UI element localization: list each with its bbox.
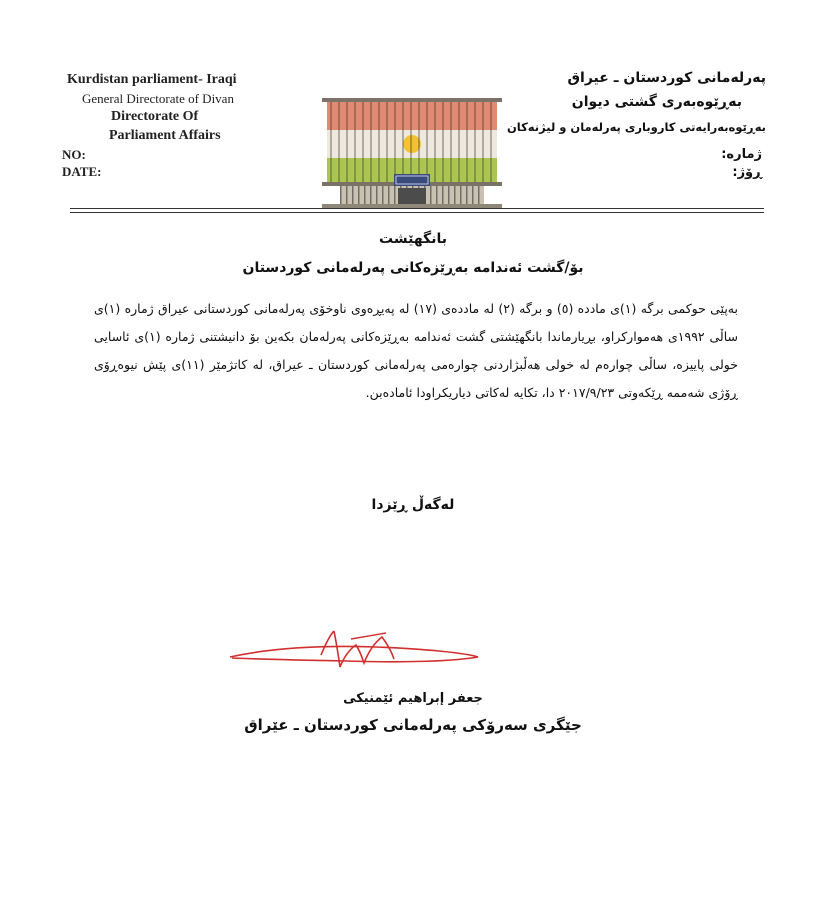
- header-ku-directorate: بەڕێوەبەرایەتی کاروباری پەرلەمان و لیژنەکان: [506, 120, 766, 134]
- header-en-directorate: Directorate Of: [111, 109, 199, 124]
- letter-closing: لەگەڵ ڕێزدا: [371, 497, 455, 513]
- header-en-organization: Kurdistan parliament- Iraqi: [67, 72, 237, 87]
- header-en-number-label: NO:: [62, 147, 86, 162]
- letter-recipient: بۆ/گشت ئەندامە بەڕێزەکانی پەرلەمانی کوردستان: [242, 260, 584, 276]
- header-en-affairs: Parliament Affairs: [109, 128, 221, 143]
- letter-body: بەپێی حوکمی برگە (١)ی ماددە (٥) و برگە (٢) لە ماددەی (١٧) لە پەیڕەوی ناوخۆی پەرلەمانی کوردستانی عیراق ژمارە (١)ی ساڵی ١٩٩٢ی هەموارکراو، بڕیارماندا بانگهێشتی گشت ئەندامە بەڕێزەکانی پەرلەمان بکەین بۆ دانیشتنی ژمارە (١)ی ئاسایی خولی پاییزە، ساڵی چوارەم لە خولی هەڵبژاردنی چوارەمی پەرلەمانی کوردستان ـ عیراق، لە کاتژمێر (١١)ی پێش نیوەڕۆی ڕۆژی شەممە ڕێکەوتی ٢٠١٧/٩/٢٣ دا، تکایە لەکاتی دیاریکراودا ئامادەبن.: [94, 301, 739, 400]
- header-en-directorate-general: General Directorate of Divan: [82, 91, 234, 106]
- header-en-date-label: DATE:: [62, 164, 102, 179]
- header-ku-organization: پەرلەمانی کوردستان ـ عیراق: [567, 70, 766, 86]
- parliament-building-logo: [322, 98, 502, 208]
- letter-title: بانگهێشت: [379, 231, 447, 247]
- header-ku-number-label: ژمارە:: [721, 147, 762, 162]
- signatory-name: جعفر إبراهیم ئێمنیکی: [343, 691, 483, 706]
- handwritten-signature: [226, 627, 482, 675]
- header-divider-bottom: [70, 212, 764, 213]
- header-ku-date-label: ڕۆژ:: [732, 165, 762, 180]
- header-ku-directorate-general: بەڕێوەبەری گشتی دیوان: [571, 94, 742, 110]
- header-divider-top: [70, 208, 764, 209]
- signatory-title: جێگری سەرۆکی پەرلەمانی کوردستان ـ عێراق: [244, 716, 582, 734]
